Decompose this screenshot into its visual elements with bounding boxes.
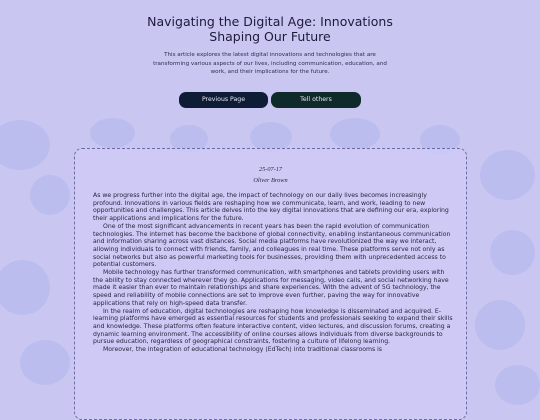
background-blob <box>90 118 135 148</box>
tell-others-button[interactable]: Tell others <box>271 92 361 108</box>
background-blob <box>330 118 380 150</box>
background-blob <box>20 340 70 385</box>
article-date: 25-07-17 <box>258 166 283 173</box>
article-author: Oliver Brown <box>253 177 288 184</box>
background-blob <box>30 175 70 215</box>
background-blob <box>480 150 535 200</box>
background-blob <box>490 230 535 275</box>
article-card <box>74 148 467 420</box>
background-blob <box>475 300 525 350</box>
page-title: Navigating the Digital Age: Innovations Shaping Our Future <box>147 14 393 44</box>
background-blob <box>495 365 540 405</box>
page-description: This article explores the latest digital innovations and technologies that are transforming various aspects of our lives, including communication, education, and work, and their implications for the future. <box>153 52 387 76</box>
article-paragraph: As we progress further into the digital age, the impact of technology on our daily lives becomes increasingly profound. Innovations in various fields are reshaping how we communicate, learn, and work, leading to new opportunities and challenges. This article delves into the key digital innovations that are defining our era, exploring their applications and implications for the future. <box>93 192 449 223</box>
article-paragraph: In the realm of education, digital technologies are reshaping how knowledge is disseminated and acquired. E-learning platforms have emerged as essential resources for students and professionals seeking to expand their skills and knowledge. These platforms often feature interactive content, video lectures, and discussion forums, creating a dynamic learning environment. The accessibility of online courses allows individuals from diverse backgrounds to pursue education, regardless of geographical constraints, fostering a culture of lifelong learning. <box>93 307 453 346</box>
background-blob <box>0 120 50 170</box>
article-paragraph: Moreover, the integration of educational technology (EdTech) into traditional classrooms is <box>103 346 382 354</box>
article-body <box>93 192 455 354</box>
page-header <box>0 14 540 77</box>
article-paragraph: One of the most significant advancements in recent years has been the rapid evolution of communication technologies. The internet has become the backbone of global connectivity, enabling instantaneous communication and information sharing across vast distances. Social media platforms have revolutionized the way we interact, allowing individuals to connect with friends, family, and colleagues in real time. These platforms serve not only as social networks but also as powerful marketing tools for businesses, providing them with unprecedented access to potential customers. <box>93 222 451 269</box>
previous-page-button[interactable]: Previous Page <box>179 92 268 108</box>
background-blob <box>0 260 50 315</box>
article-paragraph: Mobile technology has further transformed communication, with smartphones and tablets providing users with the ability to stay connected wherever they go. Applications for messaging, video calls, and social networking have made it easier than ever to maintain relationships and share experiences. With the advent of 5G technology, the speed and reliability of mobile connections are set to improve even further, paving the way for innovative applications that rely on high-speed data transfer. <box>93 269 449 307</box>
